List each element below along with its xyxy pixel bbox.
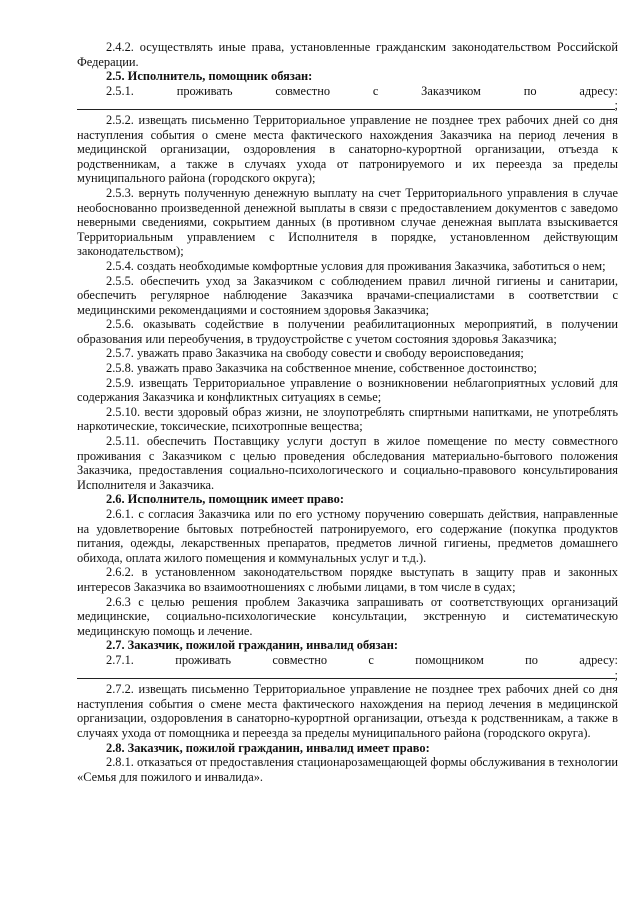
clause-2-6-3: 2.6.3 с целью решения проблем Заказчика запрашивать от соответствующих организаций медицинские, социально-психологические консультации, экстренную и систематическую медицинскую помощь и лечение. — [77, 594, 618, 638]
clause-2-5-1-word: адресу: — [579, 83, 618, 98]
document-body — [77, 40, 618, 784]
clause-2-7-1-word: проживать — [175, 652, 232, 667]
clause-2-5-1-word: проживать — [176, 83, 233, 98]
clause-2-6-1: 2.6.1. с согласия Заказчика или по его устному поручению совершать действия, направленные на удовлетворение бытовых потребностей патронируемого, его содержание (покупка продуктов питания, одежды, лекарственных препаратов, предметов личной гигиены, предметов домашнего обихода, оплата жилого помещения и коммунальных услуг и т.д.). — [77, 507, 618, 565]
address-blank-line — [77, 668, 618, 683]
section-heading-2-8: 2.8. Заказчик, пожилой гражданин, инвалид имеет право: — [106, 740, 430, 755]
clause-2-7-1-word: совместно — [272, 652, 328, 667]
line-end-mark: ; — [614, 667, 618, 682]
clause-2-6-2: 2.6.2. в установленном законодательством порядке выступать в защиту прав и законных интересов Заказчика во взаимоотношениях с любыми лицами, в том числе в судах; — [77, 565, 618, 594]
clause-2-7-1-word: 2.7.1. — [106, 652, 134, 667]
clause-2-5-1-word: 2.5.1. — [106, 83, 134, 98]
section-heading-2-7: 2.7. Заказчик, пожилой гражданин, инвалид обязан: — [106, 638, 399, 653]
clause-2-7-1-word: по — [525, 652, 538, 667]
clause-2-5-4: 2.5.4. создать необходимые комфортные условия для проживания Заказчика, заботиться о нем; — [106, 258, 606, 273]
line-end-mark: ; — [614, 98, 618, 113]
clause-2-7-1 — [77, 653, 618, 668]
clause-2-7-1-word: помощником — [415, 652, 484, 667]
clause-2-5-8: 2.5.8. уважать право Заказчика на собственное мнение, собственное достоинство; — [106, 361, 537, 376]
section-heading-2-5: 2.5. Исполнитель, помощник обязан: — [106, 69, 313, 84]
clause-2-5-10: 2.5.10. вести здоровый образ жизни, не злоупотреблять спиртными напитками, не употреблять наркотические, токсические, психотропные вещества; — [77, 404, 618, 434]
clause-2-4-2: 2.4.2. осуществлять иные права, установленные гражданским законодательством Российской Федерации. — [77, 40, 618, 69]
clause-2-5-1-word: с — [372, 83, 379, 98]
blank-underline — [77, 678, 615, 679]
clause-2-7-2: 2.7.2. извещать письменно Территориальное управление не позднее трех рабочих дней со дня наступления события о смене места фактического нахождения на период лечения в медицинской организации, оздоровления в санаторно-курортной организации, отъезда к родственникам, а также в случаях ухода от помощника и переезда за пределы муниципального района (городского округа). — [77, 682, 618, 740]
clause-2-7-1-word: с — [368, 652, 374, 667]
clause-2-5-1-word: совместно — [275, 83, 331, 98]
address-blank-line — [77, 98, 618, 113]
clause-2-5-11: 2.5.11. обеспечить Поставщику услуги доступ в жилое помещение по месту совместного проживания с Заказчиком с целью проведения обследования материально-бытового положения Заказчика, предоставления социально-психологического и социально-правового консультирования Исполнителя и Заказчика. — [77, 434, 618, 492]
clause-2-8-1: 2.8.1. отказаться от предоставления стационарозамещающей формы обслуживания в технологии «Семья для пожилого и инвалида». — [77, 755, 618, 784]
blank-underline — [77, 109, 615, 110]
clause-2-5-3: 2.5.3. вернуть полученную денежную выплату на счет Территориального управления в случае необоснованно произведенной денежной выплаты в связи с предоставлением документов с заведомо неверными сведениями, сокрытием данных (в противном случае денежная выплата взыскивается Территориальным управлением с Исполнителя в порядке, установленном действующим законодательством); — [77, 185, 618, 259]
clause-2-5-9: 2.5.9. извещать Территориальное управление о возникновении неблагоприятных условий для содержания Заказчика и конфликтных ситуациях в семье; — [77, 375, 618, 405]
clause-2-5-5: 2.5.5. обеспечить уход за Заказчиком с соблюдением правил личной гигиены и санитарии, обеспечить регулярное наблюдение Заказчика врачами-специалистами в соответствии с медицинскими рекомендациями и состоянием здоровья Заказчика; — [77, 273, 618, 317]
clause-2-5-6: 2.5.6. оказывать содействие в получении реабилитационных мероприятий, в получении образования или переобучения, в трудоустройстве с учетом состояния здоровья Заказчика; — [77, 317, 618, 346]
clause-2-5-1-word: Заказчиком — [421, 83, 481, 98]
section-heading-2-6: 2.6. Исполнитель, помощник имеет право: — [106, 492, 344, 507]
clause-2-5-1 — [77, 84, 618, 99]
clause-2-5-1-word: по — [523, 83, 537, 98]
clause-2-5-7: 2.5.7. уважать право Заказчика на свободу совести и свободу вероисповедания; — [106, 346, 524, 361]
clause-2-5-2: 2.5.2. извещать письменно Территориальное управление не позднее трех рабочих дней со дня наступления события о смене места фактического нахождения Заказчика на период лечения в медицинской организации, оздоровления в санаторно-курортной организации, отъезда к родственникам, а также в случаях ухода от патронируемого и их переезда за пределы муниципального района (городского округа); — [77, 112, 618, 186]
clause-2-7-1-word: адресу: — [579, 652, 618, 667]
